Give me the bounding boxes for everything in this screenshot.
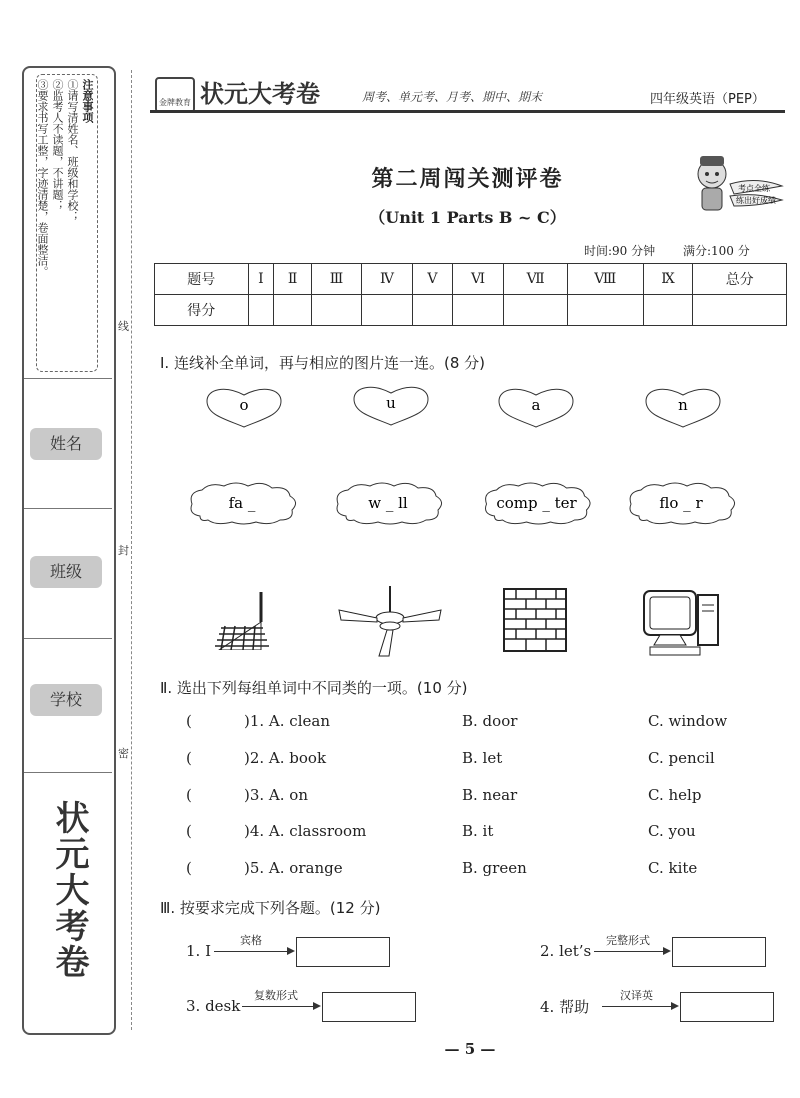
arrow-icon bbox=[242, 1006, 314, 1007]
arrow-icon bbox=[214, 951, 288, 952]
page-title: 第二周闯关测评卷 bbox=[371, 167, 564, 192]
score-cell[interactable] bbox=[361, 295, 412, 326]
section3-title: Ⅲ. 按要求完成下列各题。(12 分) bbox=[160, 899, 381, 917]
publisher-logo: 金牌教育 bbox=[155, 77, 195, 113]
cloud-word-text: comp _ ter bbox=[496, 494, 577, 512]
arrow-head-icon bbox=[313, 1002, 321, 1010]
answer-box[interactable] bbox=[680, 992, 774, 1022]
row-option-b: B. door bbox=[462, 712, 518, 730]
answer-blank[interactable]: ( bbox=[186, 749, 192, 767]
arrow-head-icon bbox=[287, 947, 295, 955]
q3-label-2: 完整形式 bbox=[606, 934, 650, 947]
heart-letter-u[interactable] bbox=[352, 383, 430, 427]
heart-letter-text: u bbox=[386, 394, 396, 412]
answer-box[interactable] bbox=[296, 937, 390, 967]
seal-word-line: 线 bbox=[118, 320, 129, 333]
answer-blank[interactable]: ( bbox=[186, 822, 192, 840]
q3-item-2: 2. let’s bbox=[540, 942, 592, 960]
score-table-score-row bbox=[155, 295, 787, 326]
cut-line bbox=[131, 70, 132, 1030]
row-option-c: C. you bbox=[648, 822, 696, 840]
wall-picture-icon[interactable] bbox=[500, 585, 570, 655]
cloud-word-text: fa _ bbox=[228, 494, 256, 512]
header-brand: 状元大考卷 bbox=[200, 80, 320, 108]
mascot-text-2: 练出好成绩 bbox=[736, 196, 776, 205]
section2-title: Ⅱ. 选出下列每组单词中不同类的一项。(10 分) bbox=[160, 679, 468, 697]
notice-line: ①请写清姓名、班级和学校； bbox=[66, 79, 79, 222]
row-option-b: B. let bbox=[462, 749, 503, 767]
score-row-label: 得分 bbox=[155, 295, 249, 326]
header-rule bbox=[150, 110, 785, 113]
row-option-c: C. pencil bbox=[648, 749, 715, 767]
arrow-icon bbox=[602, 1006, 672, 1007]
section1-title: Ⅰ. 连线补全单词，再与相应的图片连一连。(8 分) bbox=[160, 354, 485, 372]
exam-full-score: 满分:100 分 bbox=[682, 244, 750, 258]
score-header-cell: Ⅵ bbox=[452, 264, 504, 295]
answer-blank[interactable]: ( bbox=[186, 786, 192, 804]
score-cell[interactable] bbox=[504, 295, 568, 326]
arrow-icon bbox=[594, 951, 664, 952]
score-cell[interactable] bbox=[643, 295, 693, 326]
row-option-a: )2. A. book bbox=[244, 749, 327, 767]
q3-label-1: 宾格 bbox=[240, 934, 262, 947]
page-number: — 5 — bbox=[444, 1040, 496, 1058]
score-cell[interactable] bbox=[567, 295, 643, 326]
score-header-cell: Ⅶ bbox=[504, 264, 568, 295]
school-label: 学校 bbox=[30, 684, 102, 716]
exam-meta bbox=[560, 242, 750, 259]
heart-letter-o[interactable] bbox=[205, 385, 283, 429]
score-header-cell: Ⅴ bbox=[413, 264, 453, 295]
answer-blank[interactable]: ( bbox=[186, 712, 192, 730]
notice-line: ②监考人不读题，不讲题； bbox=[51, 79, 64, 211]
exam-time: 时间:90 分钟 bbox=[584, 244, 656, 258]
notice-line: ③要求书写工整，字迹清楚，卷面整洁。 bbox=[36, 79, 49, 277]
choice-row bbox=[186, 712, 786, 736]
cloud-word-text: flo _ r bbox=[659, 494, 703, 512]
score-header-cell: Ⅲ bbox=[312, 264, 362, 295]
computer-picture-icon[interactable] bbox=[640, 585, 725, 657]
q3-label-4: 汉译英 bbox=[620, 989, 653, 1002]
score-cell[interactable] bbox=[248, 295, 274, 326]
floor-picture-icon[interactable] bbox=[213, 570, 303, 650]
notice-title: 注意事项 bbox=[81, 79, 94, 123]
answer-box[interactable] bbox=[322, 992, 416, 1022]
header-grade: 四年级英语（PEP） bbox=[650, 92, 765, 107]
page-subtitle: （Unit 1 Parts B ~ C） bbox=[369, 208, 566, 227]
choice-row bbox=[186, 822, 786, 846]
row-option-c: C. help bbox=[648, 786, 702, 804]
score-header-cell: 总分 bbox=[693, 264, 787, 295]
cloud-word-fan[interactable] bbox=[186, 480, 301, 526]
cloud-word-floor[interactable] bbox=[625, 480, 740, 526]
row-option-a: )4. A. classroom bbox=[244, 822, 367, 840]
choice-row bbox=[186, 786, 786, 810]
choice-row bbox=[186, 749, 786, 773]
heart-letter-a[interactable] bbox=[497, 385, 575, 429]
row-option-a: )3. A. on bbox=[244, 786, 308, 804]
q3-label-3: 复数形式 bbox=[254, 989, 298, 1002]
seal-word-secret: 密 bbox=[118, 747, 129, 760]
answer-box[interactable] bbox=[672, 937, 766, 967]
divider bbox=[24, 378, 112, 379]
row-option-a: )1. A. clean bbox=[244, 712, 330, 730]
seal-word-seal: 封 bbox=[118, 544, 129, 557]
class-label: 班级 bbox=[30, 556, 102, 588]
answer-blank[interactable]: ( bbox=[186, 859, 192, 877]
notice-box bbox=[36, 74, 98, 372]
cloud-word-text: w _ ll bbox=[368, 494, 408, 512]
name-label: 姓名 bbox=[30, 428, 102, 460]
heart-letter-text: o bbox=[239, 396, 249, 414]
row-option-b: B. green bbox=[462, 859, 527, 877]
score-header-cell: Ⅱ bbox=[274, 264, 312, 295]
choice-row bbox=[186, 859, 786, 883]
divider bbox=[24, 772, 112, 773]
score-table bbox=[154, 263, 787, 326]
row-option-a: )5. A. orange bbox=[244, 859, 343, 877]
heart-letter-n[interactable] bbox=[644, 385, 722, 429]
q3-item-3: 3. desk bbox=[186, 997, 241, 1015]
q3-item-4: 4. 帮助 bbox=[540, 998, 590, 1016]
score-cell[interactable] bbox=[312, 295, 362, 326]
score-cell[interactable] bbox=[274, 295, 312, 326]
score-cell[interactable] bbox=[693, 295, 787, 326]
score-cell[interactable] bbox=[413, 295, 453, 326]
mascot-text-1: 考点全练 bbox=[738, 184, 770, 193]
row-option-b: B. it bbox=[462, 822, 494, 840]
score-header-cell: Ⅳ bbox=[361, 264, 412, 295]
score-header-cell: Ⅷ bbox=[567, 264, 643, 295]
cloud-word-wall[interactable] bbox=[332, 480, 447, 526]
arrow-head-icon bbox=[671, 1002, 679, 1010]
divider bbox=[24, 508, 112, 509]
arrow-head-icon bbox=[663, 947, 671, 955]
divider bbox=[24, 638, 112, 639]
mascot-icon bbox=[690, 150, 785, 215]
heart-letter-text: a bbox=[531, 396, 541, 414]
score-table-header-row bbox=[155, 264, 787, 295]
row-option-b: B. near bbox=[462, 786, 518, 804]
score-header-cell: 题号 bbox=[155, 264, 249, 295]
score-header-cell: Ⅰ bbox=[248, 264, 274, 295]
q3-item-1: 1. I bbox=[186, 942, 212, 960]
heart-letter-text: n bbox=[678, 396, 688, 414]
header-tagline: 周考、单元考、月考、期中、期末 bbox=[362, 90, 543, 104]
fan-picture-icon[interactable] bbox=[335, 580, 445, 660]
side-brand-logo: 状元大考卷 bbox=[49, 800, 89, 980]
row-option-c: C. window bbox=[648, 712, 728, 730]
row-option-c: C. kite bbox=[648, 859, 698, 877]
score-header-cell: Ⅸ bbox=[643, 264, 693, 295]
cloud-word-computer[interactable] bbox=[478, 480, 598, 526]
score-cell[interactable] bbox=[452, 295, 504, 326]
